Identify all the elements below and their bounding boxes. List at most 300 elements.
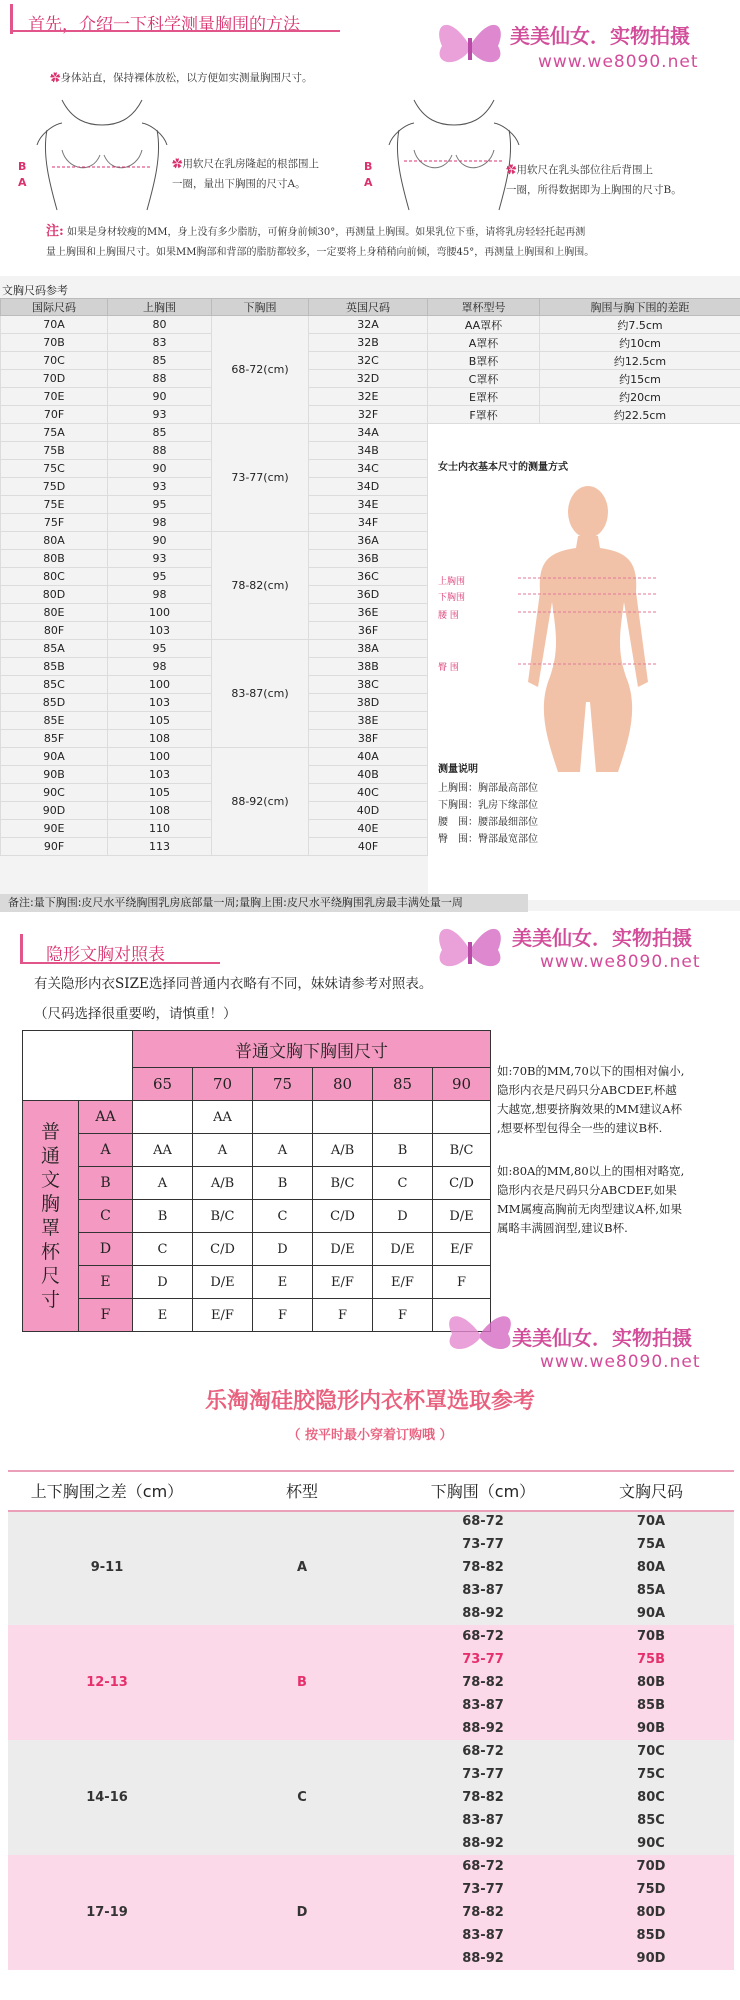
- side-label-char: 杯: [40, 1241, 60, 1263]
- conversion-cell: F: [433, 1266, 491, 1299]
- uk-size-cell: 34A: [309, 424, 428, 442]
- figure-label: 腰 围: [438, 611, 459, 621]
- under-bust-cell: 73-77: [398, 1763, 568, 1786]
- uk-size-cell: 36B: [309, 550, 428, 568]
- intl-size-cell: 75A: [1, 424, 108, 442]
- uk-size-cell: 34C: [309, 460, 428, 478]
- conversion-cell: B/C: [313, 1167, 373, 1200]
- conversion-cell: E/F: [193, 1299, 253, 1332]
- header-cell: 罩杯型号: [428, 299, 540, 316]
- intl-size-cell: 70A: [1, 316, 108, 334]
- bra-size-cell: 75A: [568, 1533, 734, 1556]
- conversion-cell: C: [253, 1200, 313, 1233]
- size-table-header: [1, 299, 740, 316]
- conversion-cell: A/B: [313, 1134, 373, 1167]
- bra-size-cell: 70A: [568, 1510, 734, 1533]
- title-accent-bar: [20, 934, 23, 964]
- cup-diff-cell: 约22.5cm: [540, 406, 740, 424]
- silicone-subtitle: （ 按平时最小穿着订购哦 ）: [287, 1428, 453, 1443]
- upper-bust-cell: 90: [108, 388, 212, 406]
- upper-bust-cell: 100: [108, 748, 212, 766]
- size-row: [1, 370, 740, 388]
- under-bust-cell: 78-82: [398, 1556, 568, 1579]
- upper-bust-cell: 98: [108, 658, 212, 676]
- step3-text: ✿用软尺在乳头部位往后背围上 一圈，所得数据即为上胸围的尺寸B。: [506, 164, 682, 196]
- upper-bust-cell: 98: [108, 586, 212, 604]
- size-row: [1, 406, 740, 424]
- band-cell: 75: [253, 1068, 313, 1101]
- brand-name: 美美仙女．实物拍摄: [510, 24, 690, 48]
- brand-url: www.we8090.net: [538, 52, 699, 72]
- under-bust-cell: 83-87: [398, 1924, 568, 1947]
- band-header: 普通文胸下胸围尺寸: [133, 1031, 491, 1068]
- under-bust-cell: 88-92: [398, 1717, 568, 1740]
- brand-name: 美美仙女．实物拍摄: [512, 926, 692, 950]
- conversion-cell: D/E: [433, 1200, 491, 1233]
- cup-row: [23, 1101, 491, 1134]
- cup-diff-cell: 约15cm: [540, 370, 740, 388]
- cup-cell: A: [79, 1134, 133, 1167]
- conversion-cell: E/F: [433, 1233, 491, 1266]
- upper-bust-cell: 103: [108, 766, 212, 784]
- under-bust-cell: 88-92(cm): [212, 748, 309, 856]
- conversion-cell: D: [253, 1233, 313, 1266]
- upper-bust-cell: 103: [108, 694, 212, 712]
- header-cell: 国际尺码: [1, 299, 108, 316]
- header-cell: 胸围与胸下围的差距: [540, 299, 740, 316]
- intl-size-cell: 85D: [1, 694, 108, 712]
- label-a: A: [18, 176, 27, 189]
- under-bust-cell: 73-77: [398, 1648, 568, 1671]
- band-cell: 90: [433, 1068, 491, 1101]
- bra-size-cell: 80A: [568, 1556, 734, 1579]
- intl-size-cell: 90E: [1, 820, 108, 838]
- intl-size-cell: 80D: [1, 586, 108, 604]
- header-cell: 文胸尺码: [568, 1470, 734, 1510]
- uk-size-cell: 40D: [309, 802, 428, 820]
- under-bust-cell: 68-72: [398, 1510, 568, 1533]
- under-bust-cell: 68-72(cm): [212, 316, 309, 424]
- cup-row: [23, 1134, 491, 1167]
- silicone-row: [8, 1625, 734, 1648]
- intl-size-cell: 70D: [1, 370, 108, 388]
- uk-size-cell: 36A: [309, 532, 428, 550]
- conversion-cell: E: [133, 1299, 193, 1332]
- invisible-table: [22, 1030, 491, 1332]
- butterfly-logo-icon: [430, 8, 510, 78]
- intl-size-cell: 90A: [1, 748, 108, 766]
- figure-title: 女士内衣基本尺寸的测量方式: [438, 462, 568, 473]
- band-header-row: [23, 1031, 491, 1068]
- uk-size-cell: 32C: [309, 352, 428, 370]
- uk-size-cell: 40C: [309, 784, 428, 802]
- under-bust-cell: 78-82: [398, 1901, 568, 1924]
- invisible-warn: （尺码选择很重要哟，请慎重！）: [34, 1006, 237, 1022]
- silicone-row: [8, 1510, 734, 1533]
- upper-bust-cell: 105: [108, 712, 212, 730]
- intl-size-cell: 75D: [1, 478, 108, 496]
- uk-size-cell: 32F: [309, 406, 428, 424]
- measure-note: 注: 如果是身材较瘦的MM，身上没有多少脂肪，可俯身前倾30°，再测量上胸围。如果乳位下垂，请将乳房轻轻托起再测 量上胸围和上胸围尺寸。如果MM胸部和背部的脂肪都较多，一定要将上身稍稍向前倾，弯腰45°，再测量上胸围和上胸围。: [46, 224, 595, 258]
- uk-size-cell: 32D: [309, 370, 428, 388]
- invisible-intro: 有关隐形内衣SIZE选择同普通内衣略有不同，妹妹请参考对照表。: [34, 976, 433, 992]
- upper-bust-cell: 83: [108, 334, 212, 352]
- butterfly-logo-icon: [430, 912, 510, 982]
- cup-cell: D: [79, 1233, 133, 1266]
- cup-type-cell: E罩杯: [428, 388, 540, 406]
- conversion-cell: A/B: [193, 1167, 253, 1200]
- header-cell: 英国尺码: [309, 299, 428, 316]
- intl-size-cell: 90C: [1, 784, 108, 802]
- invisible-title: 隐形文胸对照表: [46, 945, 165, 965]
- conversion-cell: F: [373, 1299, 433, 1332]
- upper-bust-cell: 85: [108, 352, 212, 370]
- size-row: [1, 334, 740, 352]
- upper-bust-cell: 98: [108, 514, 212, 532]
- band-cell: 85: [373, 1068, 433, 1101]
- header-cell: 杯型: [206, 1470, 398, 1510]
- bra-size-cell: 70B: [568, 1625, 734, 1648]
- upper-bust-cell: 80: [108, 316, 212, 334]
- under-bust-cell: 83-87: [398, 1579, 568, 1602]
- cup-side-label: [23, 1101, 79, 1332]
- upper-bust-cell: 95: [108, 640, 212, 658]
- cup-cell: B: [79, 1167, 133, 1200]
- upper-bust-cell: 103: [108, 622, 212, 640]
- diff-cell: 9-11: [8, 1510, 206, 1625]
- label-b-right: B: [364, 160, 373, 173]
- cup-cell: AA: [79, 1101, 133, 1134]
- conversion-cell: C: [133, 1233, 193, 1266]
- silicone-row: [8, 1855, 734, 1878]
- legend-title: 测量说明: [438, 764, 478, 775]
- cup-type-cell: B罩杯: [428, 352, 540, 370]
- conversion-cell: D/E: [313, 1233, 373, 1266]
- bra-size-cell: 85C: [568, 1809, 734, 1832]
- intl-size-cell: 85A: [1, 640, 108, 658]
- under-bust-cell: 68-72: [398, 1855, 568, 1878]
- intl-size-cell: 80E: [1, 604, 108, 622]
- conversion-cell: [313, 1101, 373, 1134]
- conversion-cell: B/C: [193, 1200, 253, 1233]
- step2-text: ✿用软尺在乳房隆起的根部围上 一圈，量出下胸围的尺寸A。: [172, 158, 319, 190]
- invisible-section: [0, 912, 740, 1382]
- uk-size-cell: 40B: [309, 766, 428, 784]
- conversion-cell: [433, 1101, 491, 1134]
- conversion-cell: F: [253, 1299, 313, 1332]
- uk-size-cell: 34F: [309, 514, 428, 532]
- conversion-cell: B: [373, 1134, 433, 1167]
- bra-size-cell: 90B: [568, 1717, 734, 1740]
- size-table-section: [0, 276, 740, 911]
- conversion-cell: C/D: [193, 1233, 253, 1266]
- conversion-cell: F: [313, 1299, 373, 1332]
- uk-size-cell: 36D: [309, 586, 428, 604]
- uk-size-cell: 38E: [309, 712, 428, 730]
- cup-diff-cell: 约20cm: [540, 388, 740, 406]
- band-cell: 65: [133, 1068, 193, 1101]
- upper-bust-cell: 100: [108, 676, 212, 694]
- intl-size-cell: 75C: [1, 460, 108, 478]
- under-bust-cell: 73-77: [398, 1878, 568, 1901]
- header-cell: 下胸围（cm）: [398, 1470, 568, 1510]
- conversion-cell: B: [253, 1167, 313, 1200]
- bra-size-cell: 90C: [568, 1832, 734, 1855]
- cup-type-cell: A罩杯: [428, 334, 540, 352]
- intl-size-cell: 70F: [1, 406, 108, 424]
- cup-row: [23, 1266, 491, 1299]
- bra-size-cell: 75B: [568, 1648, 734, 1671]
- silicone-title: 乐淘淘硅胶隐形内衣杯罩选取参考: [204, 1389, 535, 1414]
- cup-row: [23, 1167, 491, 1200]
- upper-bust-cell: 93: [108, 478, 212, 496]
- side-label-char: 文: [40, 1169, 60, 1191]
- measure-title: 首先，介绍一下科学测量胸围的方法: [28, 15, 300, 35]
- intl-size-cell: 75F: [1, 514, 108, 532]
- conversion-cell: AA: [193, 1101, 253, 1134]
- cup-type-cell: C: [206, 1740, 398, 1855]
- intl-size-cell: 85E: [1, 712, 108, 730]
- upper-bust-cell: 90: [108, 532, 212, 550]
- figure-label: 下胸围: [438, 593, 466, 603]
- upper-bust-cell: 100: [108, 604, 212, 622]
- under-bust-cell: 88-92: [398, 1602, 568, 1625]
- torso-illustration-right: [384, 95, 524, 215]
- brand-name: 美美仙女．实物拍摄: [512, 1326, 692, 1350]
- upper-bust-cell: 88: [108, 370, 212, 388]
- corner-cell: [23, 1031, 133, 1101]
- upper-bust-cell: 105: [108, 784, 212, 802]
- cup-row: [23, 1233, 491, 1266]
- step1-text: ✿身体站直，保持裸体放松，以方便如实测量胸围尺寸。: [50, 72, 313, 84]
- diff-cell: 12-13: [8, 1625, 206, 1740]
- conversion-cell: B: [133, 1200, 193, 1233]
- upper-bust-cell: 95: [108, 568, 212, 586]
- under-bust-cell: 73-77: [398, 1533, 568, 1556]
- intl-size-cell: 75B: [1, 442, 108, 460]
- cup-type-cell: B: [206, 1625, 398, 1740]
- brand-url: www.we8090.net: [540, 952, 701, 972]
- header-cell: 下胸围: [212, 299, 309, 316]
- female-body-illustration: [488, 482, 688, 772]
- torso-illustration-left: [32, 95, 172, 215]
- header-cell: 上下胸围之差（cm）: [8, 1470, 206, 1510]
- under-bust-cell: 88-92: [398, 1947, 568, 1970]
- conversion-cell: D: [373, 1200, 433, 1233]
- uk-size-cell: 36E: [309, 604, 428, 622]
- silicone-section: [0, 1382, 740, 2000]
- conversion-cell: C/D: [433, 1167, 491, 1200]
- cup-type-cell: A: [206, 1510, 398, 1625]
- silicone-header: [8, 1470, 734, 1510]
- intl-size-cell: 90B: [1, 766, 108, 784]
- under-bust-cell: 68-72: [398, 1740, 568, 1763]
- intl-size-cell: 85B: [1, 658, 108, 676]
- conversion-cell: [253, 1101, 313, 1134]
- uk-size-cell: 36C: [309, 568, 428, 586]
- cup-type-cell: C罩杯: [428, 370, 540, 388]
- size-row: [1, 424, 740, 442]
- invisible-note-1: 如:70B的MM,70以下的围相对偏小, 隐形内衣是尺码只分ABCDEF,杯越 大越宽,想要挤胸效果的MM建议A杯 ,想要杯型包得全一些的建议B杯.: [497, 1064, 685, 1135]
- bra-size-cell: 90D: [568, 1947, 734, 1970]
- size-row: [1, 388, 740, 406]
- side-label-char: 胸: [40, 1193, 60, 1215]
- conversion-cell: C/D: [313, 1200, 373, 1233]
- conversion-cell: D/E: [373, 1233, 433, 1266]
- uk-size-cell: 34B: [309, 442, 428, 460]
- uk-size-cell: 38D: [309, 694, 428, 712]
- intl-size-cell: 70C: [1, 352, 108, 370]
- bra-size-cell: 75C: [568, 1763, 734, 1786]
- upper-bust-cell: 108: [108, 802, 212, 820]
- intl-size-cell: 90D: [1, 802, 108, 820]
- intl-size-cell: 80F: [1, 622, 108, 640]
- cup-row: [23, 1200, 491, 1233]
- uk-size-cell: 36F: [309, 622, 428, 640]
- bra-size-cell: 80C: [568, 1786, 734, 1809]
- conversion-cell: E: [253, 1266, 313, 1299]
- intl-size-cell: 80A: [1, 532, 108, 550]
- figure-label: 臀 围: [438, 663, 459, 673]
- uk-size-cell: 38A: [309, 640, 428, 658]
- under-bust-cell: 88-92: [398, 1832, 568, 1855]
- conversion-cell: E/F: [373, 1266, 433, 1299]
- diff-cell: 14-16: [8, 1740, 206, 1855]
- side-label-char: 罩: [40, 1217, 60, 1239]
- uk-size-cell: 34D: [309, 478, 428, 496]
- conversion-cell: C: [373, 1167, 433, 1200]
- uk-size-cell: 32E: [309, 388, 428, 406]
- size-table-caption: 文胸尺码参考: [2, 284, 68, 297]
- upper-bust-cell: 108: [108, 730, 212, 748]
- upper-bust-cell: 93: [108, 406, 212, 424]
- upper-bust-cell: 110: [108, 820, 212, 838]
- silicone-table: [8, 1470, 734, 1970]
- conversion-cell: AA: [133, 1134, 193, 1167]
- uk-size-cell: 40F: [309, 838, 428, 856]
- note-label: 注:: [46, 224, 64, 239]
- intl-size-cell: 90F: [1, 838, 108, 856]
- uk-size-cell: 32A: [309, 316, 428, 334]
- uk-size-cell: 38C: [309, 676, 428, 694]
- conversion-cell: D: [133, 1266, 193, 1299]
- upper-bust-cell: 90: [108, 460, 212, 478]
- under-bust-cell: 78-82(cm): [212, 532, 309, 640]
- intl-size-cell: 85C: [1, 676, 108, 694]
- bra-size-cell: 85A: [568, 1579, 734, 1602]
- conversion-cell: D/E: [193, 1266, 253, 1299]
- bra-size-cell: 70C: [568, 1740, 734, 1763]
- intl-size-cell: 85F: [1, 730, 108, 748]
- upper-bust-cell: 113: [108, 838, 212, 856]
- bra-size-cell: 85D: [568, 1924, 734, 1947]
- intl-size-cell: 70E: [1, 388, 108, 406]
- size-table-remark: 备注:量下胸围:皮尺水平绕胸围乳房底部量一周;量胸上围:皮尺水平绕胸围乳房最丰满处量一周: [0, 894, 528, 912]
- cup-type-cell: F罩杯: [428, 406, 540, 424]
- under-bust-cell: 83-87(cm): [212, 640, 309, 748]
- conversion-cell: [133, 1101, 193, 1134]
- under-bust-cell: 73-77(cm): [212, 424, 309, 532]
- figure-label: 上胸围: [438, 577, 466, 587]
- cup-row: [23, 1299, 491, 1332]
- cup-type-cell: D: [206, 1855, 398, 1970]
- brand-url: www.we8090.net: [540, 1352, 701, 1372]
- uk-size-cell: 38B: [309, 658, 428, 676]
- label-a-right: A: [364, 176, 373, 189]
- under-bust-cell: 83-87: [398, 1694, 568, 1717]
- conversion-cell: A: [193, 1134, 253, 1167]
- bra-size-cell: 90A: [568, 1602, 734, 1625]
- cup-cell: C: [79, 1200, 133, 1233]
- side-label-char: 寸: [40, 1289, 60, 1311]
- conversion-cell: [373, 1101, 433, 1134]
- upper-bust-cell: 88: [108, 442, 212, 460]
- conversion-cell: B/C: [433, 1134, 491, 1167]
- cup-diff-cell: 约10cm: [540, 334, 740, 352]
- side-label-char: 尺: [40, 1265, 60, 1287]
- bra-size-cell: 75D: [568, 1878, 734, 1901]
- under-bust-cell: 78-82: [398, 1786, 568, 1809]
- conversion-cell: A: [133, 1167, 193, 1200]
- bra-size-cell: 80B: [568, 1671, 734, 1694]
- intl-size-cell: 70B: [1, 334, 108, 352]
- butterfly-logo-icon: [440, 1302, 520, 1362]
- star-icon: ✿: [172, 158, 183, 170]
- upper-bust-cell: 93: [108, 550, 212, 568]
- cup-cell: E: [79, 1266, 133, 1299]
- under-bust-cell: 78-82: [398, 1671, 568, 1694]
- silicone-row: [8, 1740, 734, 1763]
- bra-size-cell: 85B: [568, 1694, 734, 1717]
- figure-legend: 上胸围：胸部最高部位 下胸围：乳房下缘部位 腰 围：腰部最细部位 臀 围：臀部最宽部位: [438, 783, 538, 845]
- cup-diff-cell: 约12.5cm: [540, 352, 740, 370]
- upper-bust-cell: 95: [108, 496, 212, 514]
- body-figure-panel: [428, 440, 740, 900]
- bra-size-cell: 70D: [568, 1855, 734, 1878]
- conversion-cell: A: [253, 1134, 313, 1167]
- uk-size-cell: 40E: [309, 820, 428, 838]
- label-b: B: [18, 160, 27, 173]
- cup-type-cell: AA罩杯: [428, 316, 540, 334]
- title-underline: [10, 30, 340, 32]
- under-bust-cell: 83-87: [398, 1809, 568, 1832]
- uk-size-cell: 38F: [309, 730, 428, 748]
- star-icon: ✿: [506, 164, 517, 176]
- cup-diff-cell: 约7.5cm: [540, 316, 740, 334]
- uk-size-cell: 40A: [309, 748, 428, 766]
- diff-cell: 17-19: [8, 1855, 206, 1970]
- upper-bust-cell: 85: [108, 424, 212, 442]
- intl-size-cell: 80B: [1, 550, 108, 568]
- cup-cell: F: [79, 1299, 133, 1332]
- measure-section: [0, 0, 740, 275]
- intl-size-cell: 75E: [1, 496, 108, 514]
- title-underline: [20, 962, 220, 964]
- side-label-char: 通: [40, 1145, 60, 1167]
- side-label-char: 普: [40, 1121, 60, 1143]
- under-bust-cell: 68-72: [398, 1625, 568, 1648]
- uk-size-cell: 32B: [309, 334, 428, 352]
- header-cell: 上胸围: [108, 299, 212, 316]
- size-row: [1, 352, 740, 370]
- band-cell: 80: [313, 1068, 373, 1101]
- star-icon: ✿: [50, 72, 61, 84]
- uk-size-cell: 34E: [309, 496, 428, 514]
- bra-size-cell: 80D: [568, 1901, 734, 1924]
- size-row: [1, 316, 740, 334]
- invisible-note-2: 如:80A的MM,80以上的围相对略宽, 隐形内衣是尺码只分ABCDEF,如果 MM属瘦高胸前无肉型建议A杯,如果 属略丰满圆润型,建议B杯.: [497, 1164, 685, 1235]
- conversion-cell: E/F: [313, 1266, 373, 1299]
